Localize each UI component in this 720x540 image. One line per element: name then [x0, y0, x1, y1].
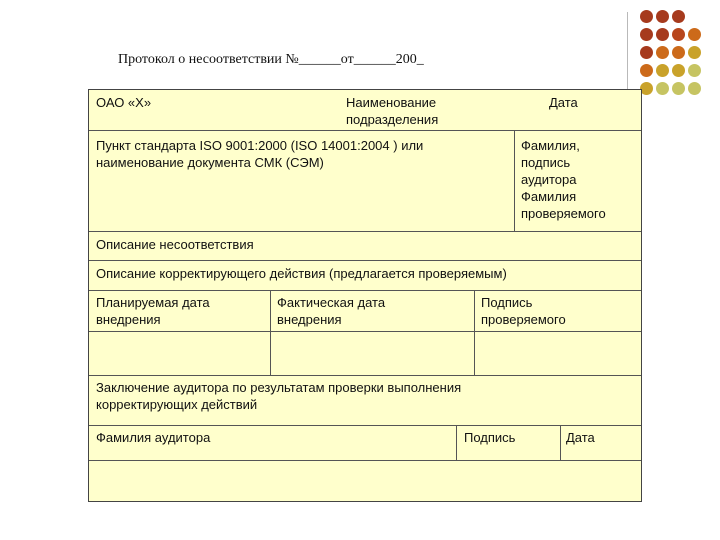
auditee-signature-label: Подпись проверяемого — [481, 295, 566, 327]
date-label-bottom: Дата — [566, 430, 595, 445]
decor-dot — [688, 64, 701, 77]
decor-dot — [640, 10, 653, 23]
corrective-action-label: Описание корректирующего действия (предлагается проверяемым) — [96, 266, 507, 281]
decor-dot — [656, 10, 669, 23]
decor-dot — [672, 28, 685, 41]
auditor-conclusion-label: Заключение аудитора по результатам проверки выполнения корректирующих действий — [96, 380, 462, 412]
nonconformity-label: Описание несоответствия — [96, 237, 254, 252]
department-label: Наименование подразделения — [346, 95, 439, 127]
column-divider — [456, 425, 457, 460]
decor-dot — [672, 64, 685, 77]
decor-dot — [688, 46, 701, 59]
row-divider — [89, 425, 641, 426]
decor-dot — [688, 28, 701, 41]
planned-date-label: Планируемая дата внедрения — [96, 295, 210, 327]
standard-point-label: Пункт стандарта ISO 9001:2000 (ISO 14001:2004 ) или наименование документа СМК (СЭМ) — [96, 138, 424, 170]
company-label: ОАО «Х» — [96, 95, 152, 110]
nonconformity-form — [88, 89, 642, 502]
decor-dot — [640, 28, 653, 41]
column-divider — [560, 425, 561, 460]
signature-label: Подпись — [464, 430, 516, 445]
row-divider — [89, 460, 641, 461]
decor-dot — [656, 64, 669, 77]
row-divider — [89, 231, 641, 232]
decor-dot — [672, 10, 685, 23]
decor-dot — [672, 82, 685, 95]
date-label: Дата — [549, 95, 578, 110]
column-divider — [474, 290, 475, 375]
decor-dot — [640, 64, 653, 77]
auditor-name-label: Фамилия аудитора — [96, 430, 211, 445]
row-divider — [89, 260, 641, 261]
decor-dot — [672, 46, 685, 59]
column-divider — [514, 130, 515, 231]
decor-dot — [656, 28, 669, 41]
column-divider — [270, 290, 271, 375]
decor-dot — [656, 82, 669, 95]
row-divider — [89, 375, 641, 376]
auditor-block-label: Фамилия, подпись аудитора Фамилия проверяемого — [521, 138, 606, 221]
row-divider — [89, 130, 641, 131]
decor-dot-grid — [640, 10, 720, 110]
decor-dot — [640, 46, 653, 59]
page-title: Протокол о несоответствии №______от______200_ — [118, 52, 424, 67]
decor-dot — [688, 82, 701, 95]
decor-dot — [656, 46, 669, 59]
row-divider — [89, 290, 641, 291]
row-divider — [89, 331, 641, 332]
actual-date-label: Фактическая дата внедрения — [277, 295, 386, 327]
